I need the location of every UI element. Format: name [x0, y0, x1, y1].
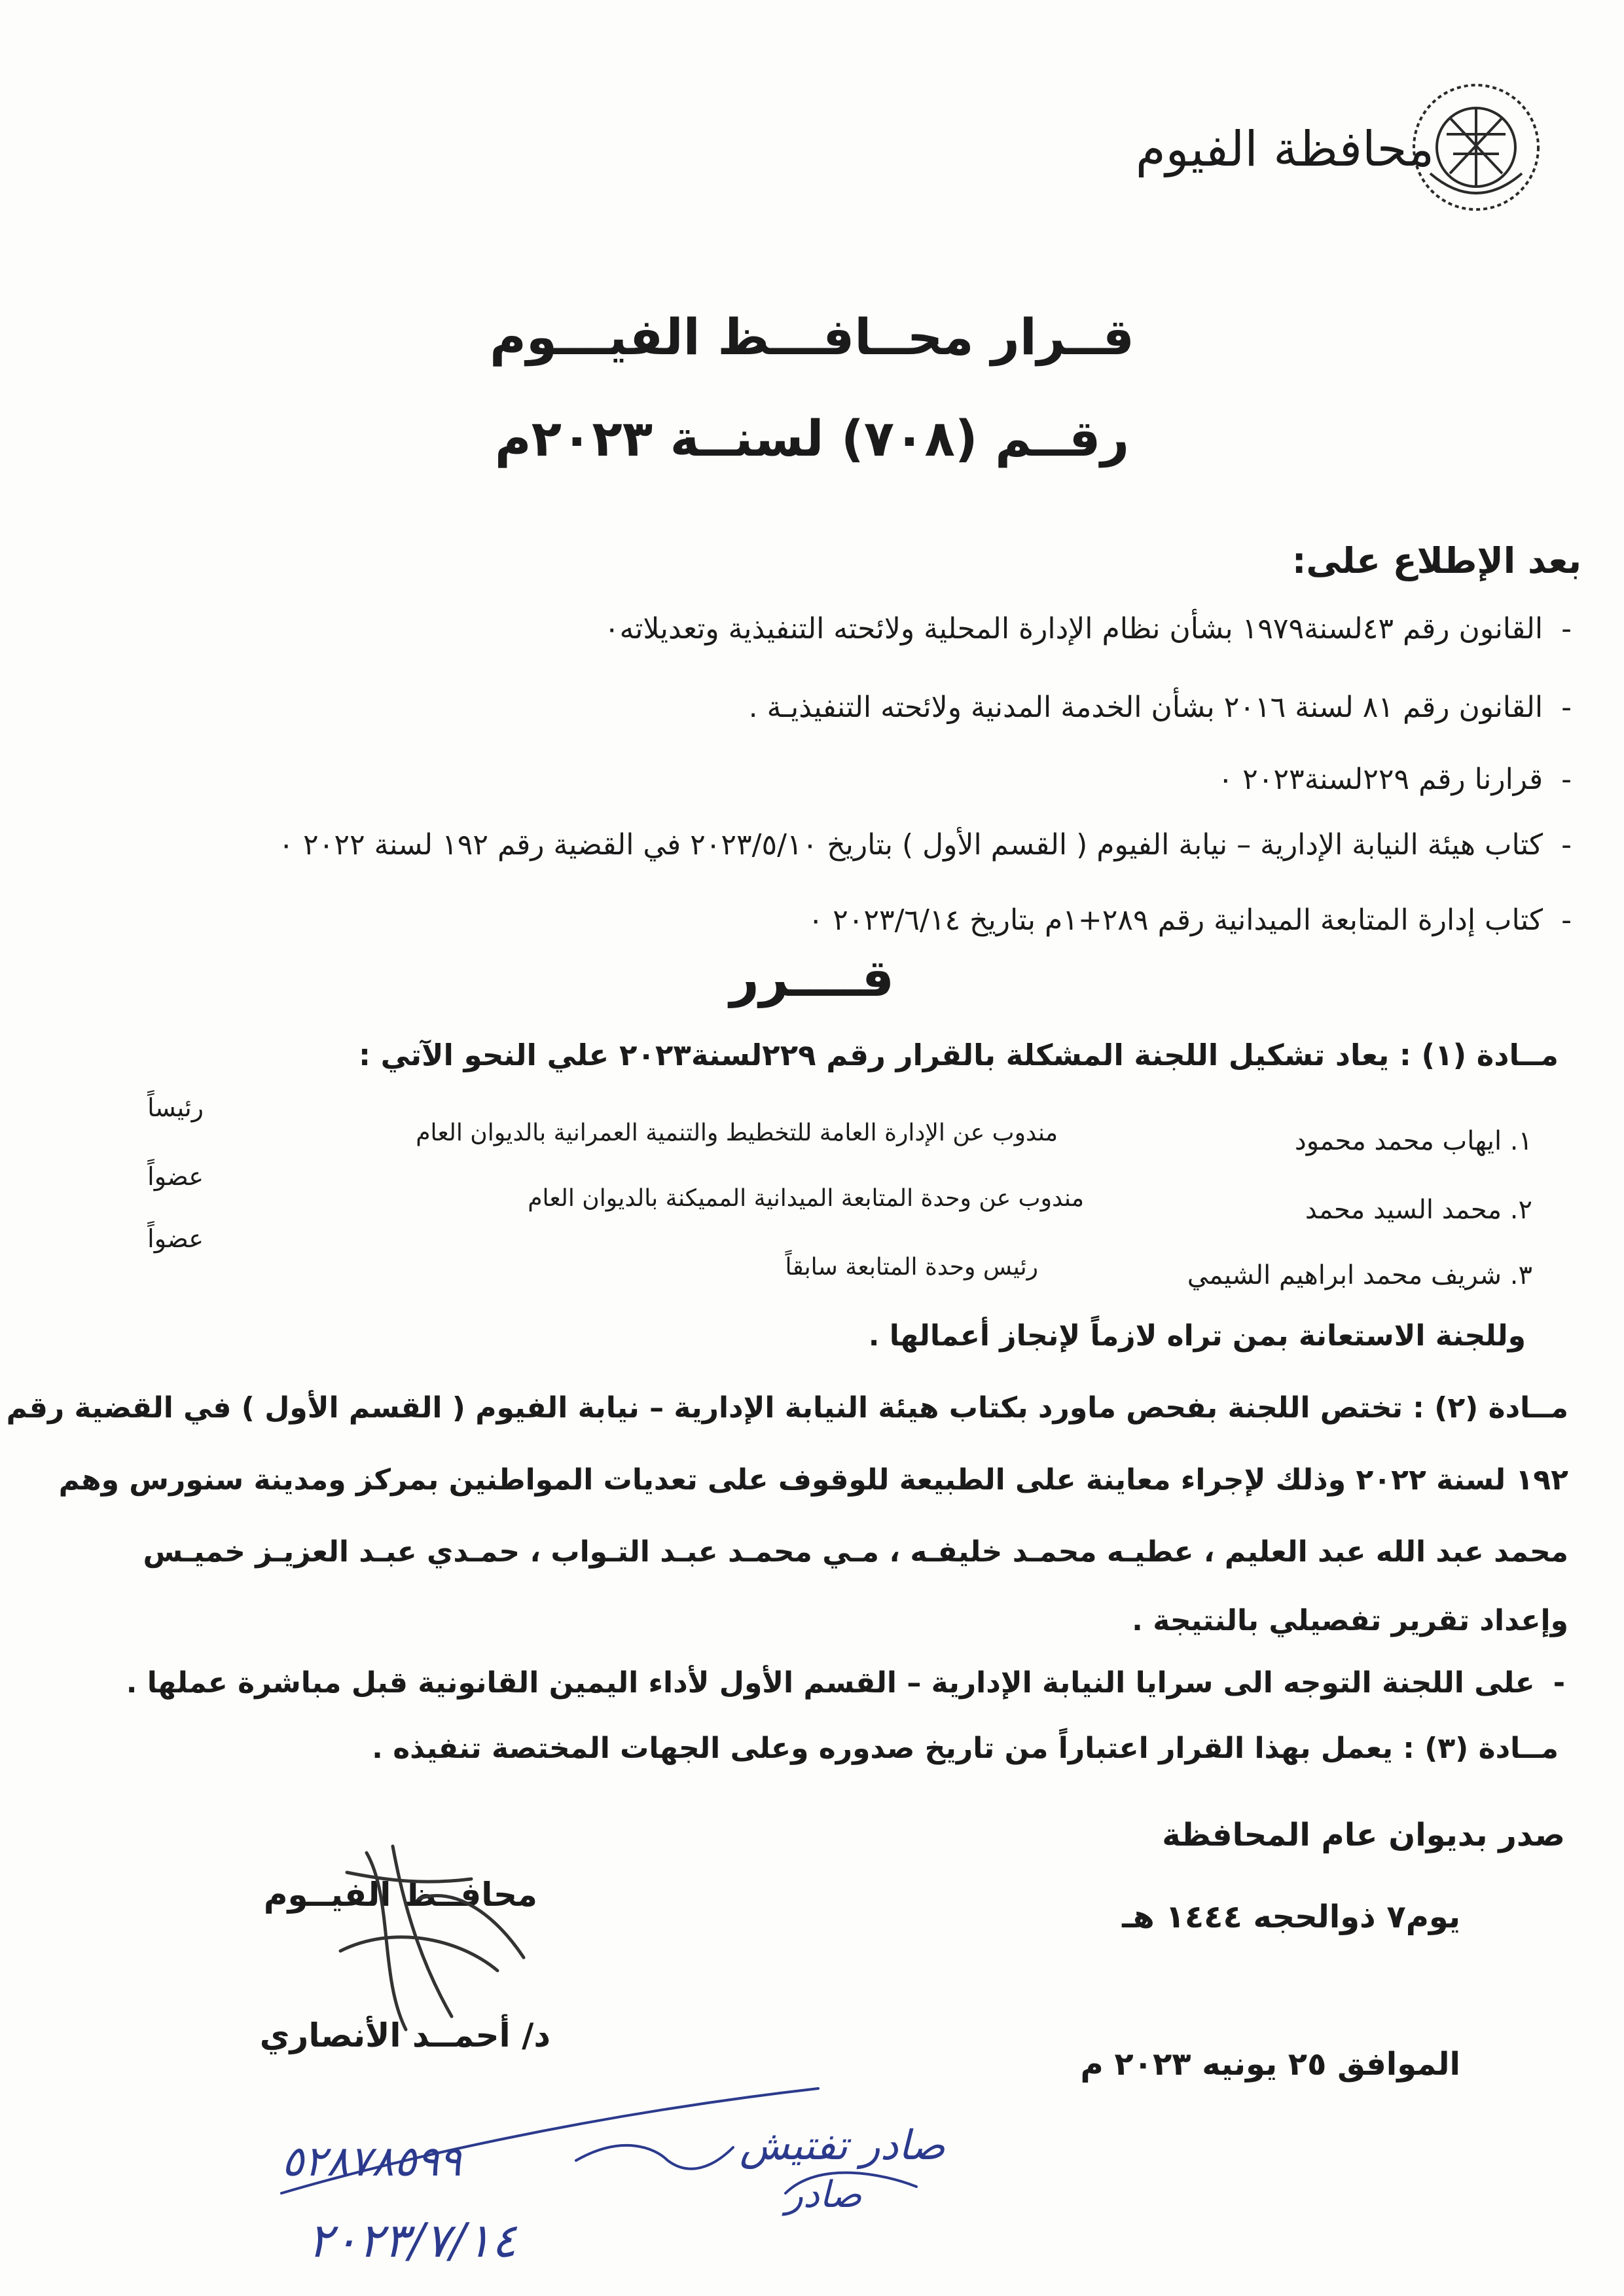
- preamble-item: -كتاب إدارة المتابعة الميدانية رقم ٢٨٩+١م بتاريخ ٢٠٢٣/٦/١٤ ٠: [808, 903, 1572, 937]
- handwritten-code: ٥٢٨٧٨٥٩٩: [281, 2138, 461, 2186]
- governorate-header: محافظة الفيوم: [1135, 121, 1434, 177]
- issuance-place: صدر بديوان عام المحافظة: [1162, 1817, 1565, 1853]
- member-role: مندوب عن وحدة المتابعة الميدانية المميكنة بالديوان العام: [528, 1185, 1084, 1212]
- handwritten-note-2: صادر: [785, 2174, 862, 2216]
- article-2-line: مــادة (٢) : تختص اللجنة بفحص ماورد بكتاب هيئة النيابة الإدارية – نيابة الفيوم ( القسم الأول ) في القضية رقم: [6, 1391, 1568, 1425]
- member-status: عضواً: [147, 1162, 204, 1191]
- preamble-item: -قرارنا رقم ٢٢٩لسنة٢٠٢٣ ٠: [1218, 763, 1572, 796]
- decision-heading: قــــرر: [729, 949, 895, 1008]
- preamble-item: -القانون رقم ٤٣لسنة١٩٧٩ بشأن نظام الإدارة المحلية ولائحته التنفيذية وتعديلاته٠: [604, 612, 1572, 646]
- handwritten-note-1: صادر تفتيش: [740, 2121, 945, 2169]
- article-1: مــادة (١) : يعاد تشكيل اللجنة المشكلة بالقرار رقم ٢٢٩لسنة٢٠٢٣ علي النحو الآتي :: [358, 1038, 1559, 1072]
- signatory-title: محافــظ الفيــوم: [263, 1876, 537, 1914]
- article-2-line: محمد عبد الله عبد العليم ، عطيـه محمـد خليفـه ، مـي محمـد عبـد التـواب ، حمـدي عبـد العزيـز خميـس: [143, 1535, 1568, 1569]
- member-status: عضواً: [147, 1224, 204, 1253]
- signatory-name: د/ أحمــد الأنصاري: [259, 2016, 550, 2054]
- decree-number: رقــم (٧٠٨) لسنــة ٢٠٢٣م: [494, 409, 1130, 467]
- decree-title: قــرار محــافـــظ الفيـــوم: [490, 308, 1134, 366]
- article-2-line: ١٩٢ لسنة ٢٠٢٢ وذلك لإجراء معاينة على الطبيعة للوقوف على تعديات المواطنين بمركز ومدينة سنورس وهم: [58, 1463, 1568, 1497]
- member-name: ٢. محمد السيد محمد: [1305, 1195, 1532, 1225]
- article-2-bullet: -على اللجنة التوجه الى سرايا النيابة الإدارية – القسم الأول لأداء اليمين القانونية قبل مباشرة عملها .: [126, 1666, 1565, 1700]
- gregorian-date: الموافق ٢٥ يونيه ٢٠٢٣ م: [1080, 2046, 1460, 2083]
- article-3: مــادة (٣) : يعمل بهذا القرار اعتباراً من تاريخ صدوره وعلى الجهات المختصة تنفيذه .: [372, 1732, 1559, 1765]
- member-name: ١. ايهاب محمد محمود: [1294, 1126, 1532, 1156]
- member-role: مندوب عن الإدارة العامة للتخطيط والتنمية العمرانية بالديوان العام: [416, 1120, 1058, 1146]
- member-status: رئيساً: [147, 1093, 204, 1122]
- handwritten-date: ٢٠٢٣/٧/١٤: [308, 2213, 517, 2268]
- member-role: رئيس وحدة المتابعة سابقاً: [785, 1254, 1038, 1281]
- article-2-line: وإعداد تقرير تفصيلي بالنتيجة .: [1132, 1604, 1568, 1637]
- hijri-date: يوم٧ ذوالحجه ١٤٤٤ هـ: [1122, 1899, 1460, 1935]
- preamble-item: -القانون رقم ٨١ لسنة ٢٠١٦ بشأن الخدمة المدنية ولائحته التنفيذيـة .: [748, 691, 1572, 724]
- preamble-intro: بعد الإطلاع على:: [1291, 540, 1581, 581]
- committee-note: وللجنة الاستعانة بمن تراه لازماً لإنجاز أعمالها .: [868, 1319, 1526, 1353]
- preamble-item: -كتاب هيئة النيابة الإدارية – نيابة الفيوم ( القسم الأول ) بتاريخ ٢٠٢٣/٥/١٠ في القضية رقم ١٩٢ لسنة ٢٠٢٢ ٠: [278, 828, 1572, 862]
- member-name: ٣. شريف محمد ابراهيم الشيمي: [1187, 1260, 1532, 1290]
